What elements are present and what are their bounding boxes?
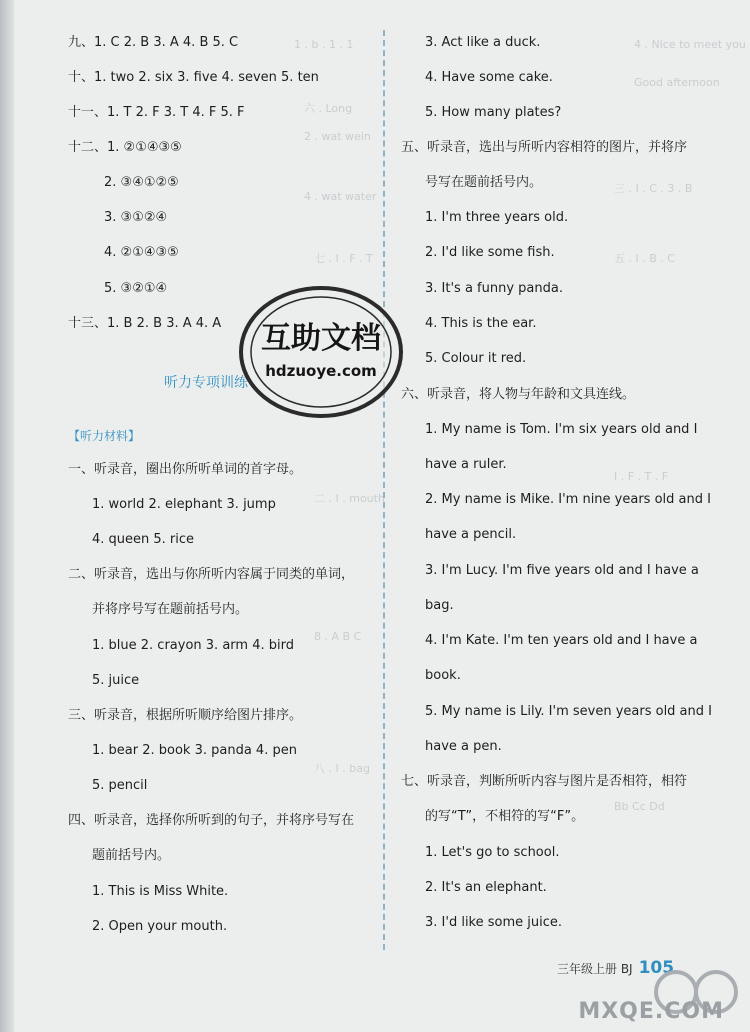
show-through-text: 8 . A B C — [314, 630, 362, 643]
question-row: 2. Open your mouth. — [92, 919, 228, 934]
question-row: 4. This is the ear. — [425, 316, 537, 331]
show-through-text: I . F . T . F — [614, 470, 669, 483]
question-row: 1. My name is Tom. I'm six years old and I — [425, 422, 698, 437]
answer-row: 十三、1. B 2. B 3. A 4. A — [68, 316, 222, 331]
question-row: have a ruler. — [425, 457, 507, 472]
stamp-url: hdzuoye.com — [265, 362, 377, 380]
show-through-text: 三 . I . C . 3 . B — [614, 182, 693, 195]
show-through-text: Bb Cc Dd — [614, 800, 665, 813]
corner-watermark-text: MXQE.COM — [578, 999, 724, 1024]
section-title: 听力专项训练 — [164, 375, 248, 391]
question-row: 2. I'd like some fish. — [425, 245, 555, 260]
question-row: have a pen. — [425, 739, 502, 754]
question-row: 四、听录音，选择你所听到的句子，并将序号写在 — [68, 813, 355, 828]
question-row: 题前括号内。 — [92, 848, 171, 863]
question-row: 3. I'd like some juice. — [425, 915, 563, 930]
question-row: 5. juice — [92, 673, 140, 688]
question-row: 1. world 2. elephant 3. jump — [92, 497, 276, 512]
question-row: 1. I'm three years old. — [425, 210, 569, 225]
question-row: book. — [425, 668, 461, 683]
show-through-text: 七 . I . F . T — [314, 252, 373, 265]
show-through-text: 4 . wat water — [304, 190, 377, 203]
answer-row: 4. ②①④③⑤ — [104, 245, 179, 260]
question-row: bag. — [425, 598, 454, 613]
question-row: 5. pencil — [92, 778, 148, 793]
page-edge-shadow — [0, 0, 14, 1032]
stamp-title: 互助文档 — [261, 321, 381, 356]
question-row: 七、听录音，判断所听内容与图片是否相符，相符 — [401, 774, 688, 789]
grade-label: 三年级上册 BJ — [557, 962, 633, 976]
question-row: 1. This is Miss White. — [92, 884, 229, 899]
question-row: 并将序号写在题前括号内。 — [92, 602, 249, 617]
show-through-text: 五 . I . B . C — [614, 252, 675, 265]
show-through-text: 2 . wat wein — [304, 130, 371, 143]
question-row: 的写“T”，不相符的写“F”。 — [425, 809, 585, 824]
watermark-stamp — [236, 282, 406, 422]
show-through-text: 1 . b . 1 . 1 — [294, 38, 354, 51]
question-row: 4. queen 5. rice — [92, 532, 195, 547]
question-row: have a pencil. — [425, 527, 517, 542]
question-row: 1. blue 2. crayon 3. arm 4. bird — [92, 638, 294, 653]
question-row: 5. How many plates? — [425, 105, 562, 120]
question-row: 2. It's an elephant. — [425, 880, 547, 895]
answer-row: 十一、1. T 2. F 3. T 4. F 5. F — [68, 105, 245, 120]
question-row: 4. Have some cake. — [425, 70, 553, 85]
material-label: 【听力材料】 — [68, 429, 141, 443]
answer-row: 九、1. C 2. B 3. A 4. B 5. C — [68, 35, 239, 50]
answer-row: 十二、1. ②①④③⑤ — [68, 140, 182, 155]
answer-row: 5. ③②①④ — [104, 281, 168, 296]
show-through-text: 4 . Nice to meet you — [634, 38, 746, 51]
question-row: 5. My name is Lily. I'm seven years old and I — [425, 704, 712, 719]
answer-row: 十、1. two 2. six 3. five 4. seven 5. ten — [68, 70, 319, 85]
question-row: 4. I'm Kate. I'm ten years old and I have a — [425, 633, 698, 648]
question-row: 3. It's a funny panda. — [425, 281, 563, 296]
answer-row: 3. ③①②④ — [104, 210, 168, 225]
answer-page — [14, 0, 750, 1032]
question-row: 号写在题前括号内。 — [425, 175, 543, 190]
question-row: 3. I'm Lucy. I'm five years old and I have a — [425, 563, 699, 578]
question-row: 5. Colour it red. — [425, 351, 527, 366]
question-row: 二、听录音，选出与你所听内容属于同类的单词， — [68, 567, 355, 582]
question-row: 六、听录音，将人物与年龄和文具连线。 — [401, 387, 636, 402]
question-row: 五、听录音，选出与所听内容相符的图片，并将序 — [401, 140, 688, 155]
show-through-text: Good afternoon — [634, 76, 720, 89]
question-row: 2. My name is Mike. I'm nine years old and I — [425, 492, 711, 507]
show-through-text: 六 . Long — [304, 102, 353, 115]
column-divider — [383, 30, 385, 950]
question-row: 3. Act like a duck. — [425, 35, 541, 50]
question-row: 1. bear 2. book 3. panda 4. pen — [92, 743, 297, 758]
answer-row: 2. ③④①②⑤ — [104, 175, 179, 190]
question-row: 1. Let's go to school. — [425, 845, 560, 860]
question-row: 三、听录音，根据所听顺序给图片排序。 — [68, 708, 303, 723]
question-row: 一、听录音，圈出你所听单词的首字母。 — [68, 462, 303, 477]
show-through-text: 二 . I . mouth — [314, 492, 385, 505]
page-number: 105 — [638, 958, 675, 978]
show-through-text: 八 . I . bag — [314, 762, 370, 775]
